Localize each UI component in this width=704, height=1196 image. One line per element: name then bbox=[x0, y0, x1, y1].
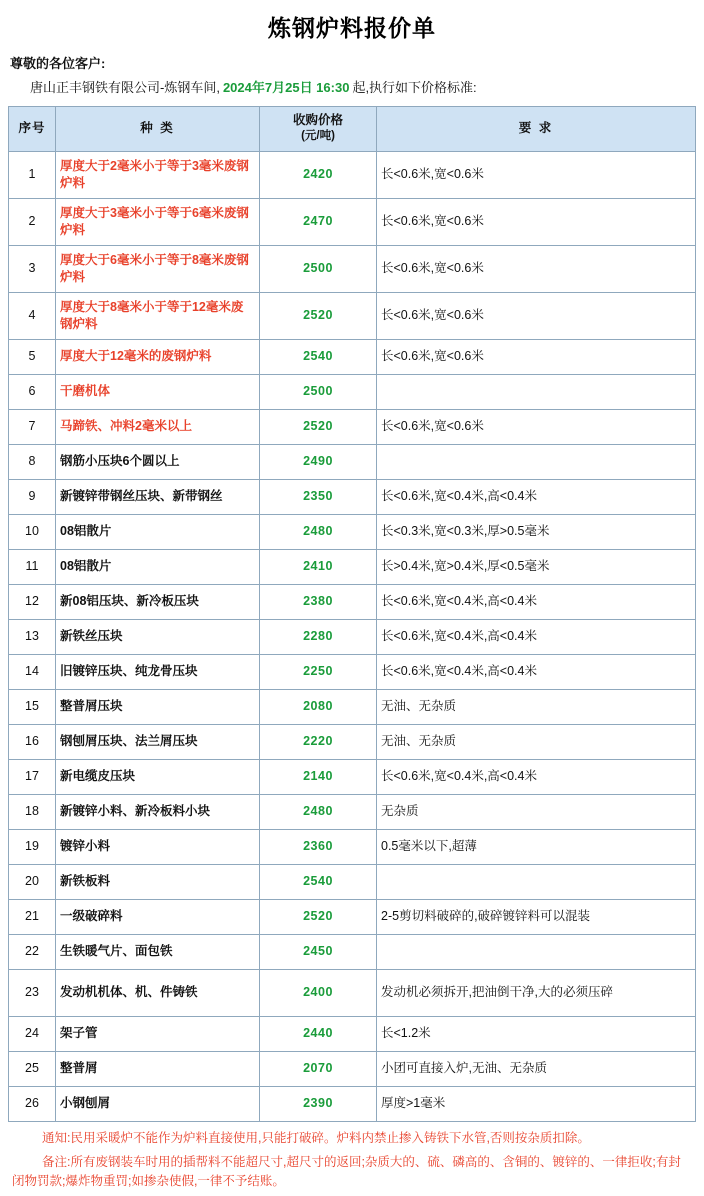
row-kind: 干磨机体 bbox=[56, 374, 260, 409]
table-row bbox=[9, 584, 696, 619]
row-requirement: 2-5剪切料破碎的,破碎镀锌料可以混装 bbox=[377, 899, 696, 934]
table-body bbox=[9, 151, 696, 1121]
row-price: 2450 bbox=[260, 934, 377, 969]
row-requirement: 无油、无杂质 bbox=[377, 724, 696, 759]
row-index: 15 bbox=[9, 689, 56, 724]
row-price: 2390 bbox=[260, 1086, 377, 1121]
row-price: 2500 bbox=[260, 374, 377, 409]
row-kind: 钢刨屑压块、法兰屑压块 bbox=[56, 724, 260, 759]
row-kind: 厚度大于6毫米小于等于8毫米废钢炉料 bbox=[56, 245, 260, 292]
table-header-row bbox=[9, 106, 696, 151]
price-table bbox=[8, 106, 696, 1122]
row-index: 2 bbox=[9, 198, 56, 245]
table-header bbox=[9, 106, 696, 151]
table-row bbox=[9, 479, 696, 514]
row-price: 2540 bbox=[260, 339, 377, 374]
table-row bbox=[9, 549, 696, 584]
row-price: 2220 bbox=[260, 724, 377, 759]
row-index: 8 bbox=[9, 444, 56, 479]
price-header-unit: (元/吨) bbox=[301, 130, 335, 143]
table-row bbox=[9, 724, 696, 759]
table-row bbox=[9, 339, 696, 374]
row-price: 2490 bbox=[260, 444, 377, 479]
row-requirement: 长<0.6米,宽<0.6米 bbox=[377, 198, 696, 245]
row-kind: 一级破碎料 bbox=[56, 899, 260, 934]
row-kind: 厚度大于8毫米小于等于12毫米废钢炉料 bbox=[56, 292, 260, 339]
row-kind: 新镀锌小料、新冷板料小块 bbox=[56, 794, 260, 829]
table-row bbox=[9, 829, 696, 864]
row-requirement bbox=[377, 934, 696, 969]
table-row bbox=[9, 444, 696, 479]
effective-datetime: 2024年7月25日 16:30 bbox=[222, 80, 350, 95]
row-kind: 新铁板料 bbox=[56, 864, 260, 899]
table-row bbox=[9, 899, 696, 934]
row-index: 22 bbox=[9, 934, 56, 969]
row-requirement: 长<0.6米,宽<0.4米,高<0.4米 bbox=[377, 654, 696, 689]
intro-suffix: 起,执行如下价格标准: bbox=[352, 80, 477, 95]
row-index: 1 bbox=[9, 151, 56, 198]
row-price: 2440 bbox=[260, 1016, 377, 1051]
row-kind: 钢筋小压块6个圆以上 bbox=[56, 444, 260, 479]
row-requirement: 长>0.4米,宽>0.4米,厚<0.5毫米 bbox=[377, 549, 696, 584]
row-requirement: 长<1.2米 bbox=[377, 1016, 696, 1051]
row-requirement: 长<0.6米,宽<0.6米 bbox=[377, 339, 696, 374]
table-row bbox=[9, 1051, 696, 1086]
row-index: 24 bbox=[9, 1016, 56, 1051]
table-row bbox=[9, 198, 696, 245]
row-index: 3 bbox=[9, 245, 56, 292]
row-requirement: 长<0.6米,宽<0.4米,高<0.4米 bbox=[377, 479, 696, 514]
row-price: 2480 bbox=[260, 794, 377, 829]
row-price: 2360 bbox=[260, 829, 377, 864]
row-requirement: 发动机必须拆开,把油倒干净,大的必须压碎 bbox=[377, 969, 696, 1016]
row-price: 2280 bbox=[260, 619, 377, 654]
page-title: 炼钢炉料报价单 bbox=[268, 15, 436, 41]
row-requirement: 长<0.6米,宽<0.4米,高<0.4米 bbox=[377, 619, 696, 654]
table-row bbox=[9, 151, 696, 198]
row-kind: 新铁丝压块 bbox=[56, 619, 260, 654]
column-header-requirement: 要 求 bbox=[377, 106, 696, 151]
table-row bbox=[9, 514, 696, 549]
row-requirement: 长<0.6米,宽<0.6米 bbox=[377, 245, 696, 292]
row-requirement: 长<0.6米,宽<0.6米 bbox=[377, 151, 696, 198]
table-row bbox=[9, 1016, 696, 1051]
row-price: 2520 bbox=[260, 292, 377, 339]
column-header-no: 序号 bbox=[9, 106, 56, 151]
row-price: 2520 bbox=[260, 409, 377, 444]
row-kind: 新08铝压块、新冷板压块 bbox=[56, 584, 260, 619]
row-requirement: 长<0.6米,宽<0.4米,高<0.4米 bbox=[377, 759, 696, 794]
row-requirement: 长<0.6米,宽<0.6米 bbox=[377, 292, 696, 339]
remark-text: 备注:所有废钢装车时用的插帮料不能超尺寸,超尺寸的返回;杂质大的、硫、磷高的、含铜的、镀锌的、一律拒收;有封闭物罚款;爆炸物重罚;如掺杂使假,一律不予结账。 bbox=[12, 1154, 681, 1189]
row-kind: 厚度大于2毫米小于等于3毫米废钢炉料 bbox=[56, 151, 260, 198]
row-requirement bbox=[377, 444, 696, 479]
row-requirement: 无油、无杂质 bbox=[377, 689, 696, 724]
row-kind: 镀锌小料 bbox=[56, 829, 260, 864]
table-row bbox=[9, 934, 696, 969]
row-price: 2500 bbox=[260, 245, 377, 292]
table-row bbox=[9, 619, 696, 654]
row-price: 2400 bbox=[260, 969, 377, 1016]
row-kind: 08铝散片 bbox=[56, 549, 260, 584]
row-price: 2520 bbox=[260, 899, 377, 934]
company-name: 唐山正丰钢铁有限公司-炼钢车间, bbox=[30, 80, 220, 95]
row-kind: 架子管 bbox=[56, 1016, 260, 1051]
table-row bbox=[9, 374, 696, 409]
row-index: 23 bbox=[9, 969, 56, 1016]
row-price: 2420 bbox=[260, 151, 377, 198]
table-row bbox=[9, 864, 696, 899]
row-requirement: 0.5毫米以下,超薄 bbox=[377, 829, 696, 864]
notice-text: 通知:民用采暖炉不能作为炉料直接使用,只能打破碎。炉料内禁止掺入铸铁下水管,否则按杂质扣除。 bbox=[42, 1130, 590, 1145]
row-requirement: 厚度>1毫米 bbox=[377, 1086, 696, 1121]
row-price: 2470 bbox=[260, 198, 377, 245]
row-requirement: 无杂质 bbox=[377, 794, 696, 829]
row-index: 19 bbox=[9, 829, 56, 864]
row-index: 4 bbox=[9, 292, 56, 339]
price-header-main: 收购价格 bbox=[292, 113, 343, 128]
row-kind: 厚度大于12毫米的废钢炉料 bbox=[56, 339, 260, 374]
table-row bbox=[9, 969, 696, 1016]
row-requirement: 长<0.6米,宽<0.6米 bbox=[377, 409, 696, 444]
column-header-price bbox=[260, 106, 377, 151]
row-index: 12 bbox=[9, 584, 56, 619]
row-kind: 08铝散片 bbox=[56, 514, 260, 549]
table-row bbox=[9, 1086, 696, 1121]
row-index: 26 bbox=[9, 1086, 56, 1121]
row-index: 5 bbox=[9, 339, 56, 374]
intro-line bbox=[8, 78, 696, 98]
row-price: 2410 bbox=[260, 549, 377, 584]
table-row bbox=[9, 689, 696, 724]
row-requirement: 小团可直接入炉,无油、无杂质 bbox=[377, 1051, 696, 1086]
row-index: 13 bbox=[9, 619, 56, 654]
row-price: 2380 bbox=[260, 584, 377, 619]
row-price: 2480 bbox=[260, 514, 377, 549]
table-row bbox=[9, 409, 696, 444]
row-price: 2540 bbox=[260, 864, 377, 899]
row-kind: 小钢刨屑 bbox=[56, 1086, 260, 1121]
row-requirement bbox=[377, 864, 696, 899]
row-price: 2140 bbox=[260, 759, 377, 794]
table-row bbox=[9, 794, 696, 829]
salutation-text: 尊敬的各位客户: bbox=[10, 56, 106, 71]
row-index: 16 bbox=[9, 724, 56, 759]
row-price: 2250 bbox=[260, 654, 377, 689]
table-row bbox=[9, 245, 696, 292]
row-index: 11 bbox=[9, 549, 56, 584]
row-index: 17 bbox=[9, 759, 56, 794]
table-row bbox=[9, 654, 696, 689]
row-kind: 新电缆皮压块 bbox=[56, 759, 260, 794]
row-price: 2080 bbox=[260, 689, 377, 724]
row-kind: 整普屑压块 bbox=[56, 689, 260, 724]
row-kind: 新镀锌带钢丝压块、新带钢丝 bbox=[56, 479, 260, 514]
table-row bbox=[9, 759, 696, 794]
column-header-kind: 种 类 bbox=[56, 106, 260, 151]
row-kind: 马蹄铁、冲料2毫米以上 bbox=[56, 409, 260, 444]
row-index: 7 bbox=[9, 409, 56, 444]
row-index: 20 bbox=[9, 864, 56, 899]
row-requirement bbox=[377, 374, 696, 409]
row-price: 2350 bbox=[260, 479, 377, 514]
row-kind: 厚度大于3毫米小于等于6毫米废钢炉料 bbox=[56, 198, 260, 245]
row-index: 10 bbox=[9, 514, 56, 549]
row-index: 21 bbox=[9, 899, 56, 934]
row-price: 2070 bbox=[260, 1051, 377, 1086]
row-index: 25 bbox=[9, 1051, 56, 1086]
row-index: 6 bbox=[9, 374, 56, 409]
row-kind: 整普屑 bbox=[56, 1051, 260, 1086]
row-index: 18 bbox=[9, 794, 56, 829]
row-requirement: 长<0.3米,宽<0.3米,厚>0.5毫米 bbox=[377, 514, 696, 549]
row-requirement: 长<0.6米,宽<0.4米,高<0.4米 bbox=[377, 584, 696, 619]
row-index: 9 bbox=[9, 479, 56, 514]
row-kind: 发动机机体、机、件铸铁 bbox=[56, 969, 260, 1016]
table-row bbox=[9, 292, 696, 339]
row-kind: 旧镀锌压块、纯龙骨压块 bbox=[56, 654, 260, 689]
row-index: 14 bbox=[9, 654, 56, 689]
row-kind: 生铁暖气片、面包铁 bbox=[56, 934, 260, 969]
